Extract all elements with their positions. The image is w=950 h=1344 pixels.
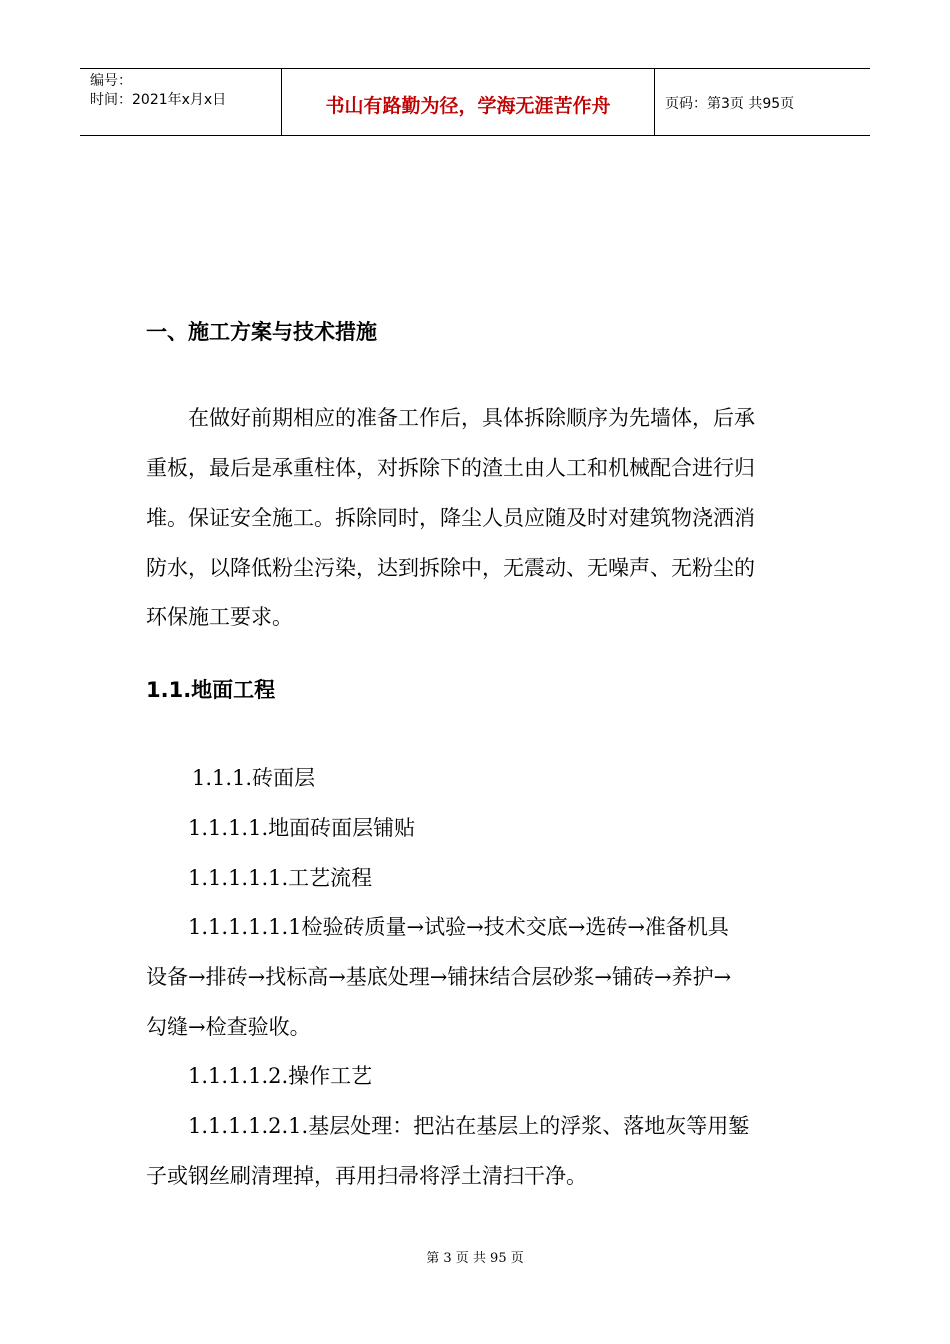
header-left-cell	[80, 69, 281, 135]
outline-item: 1.1.1.1.2.1.基层处理：把沾在基层上的浮浆、落地灰等用錾	[188, 1114, 750, 1138]
header-right-cell	[655, 69, 870, 135]
header-page-info: 页码：第3页 共95页	[665, 96, 795, 112]
paragraph-line: 在做好前期相应的准备工作后，具体拆除顺序为先墙体，后承	[188, 406, 755, 430]
outline-item: 1.1.1.1.1.工艺流程	[188, 866, 373, 890]
paragraph-line: 堆。保证安全施工。拆除同时，降尘人员应随及时对建筑物浇洒消	[146, 506, 755, 530]
paragraph-line: 重板，最后是承重柱体，对拆除下的渣土由人工和机械配合进行归	[146, 456, 755, 480]
document-number-label: 编号：	[90, 73, 132, 89]
subsection-title: 1.1.地面工程	[146, 678, 276, 702]
outline-item: 1.1.1.1.2.操作工艺	[188, 1064, 373, 1088]
header-motto: 书山有路勤为径，学海无涯苦作舟	[325, 95, 611, 117]
outline-item: 勾缝→检查验收。	[146, 1015, 311, 1039]
outline-item: 设备→排砖→找标高→基底处理→铺抹结合层砂浆→铺砖→养护→	[146, 965, 732, 989]
paragraph-line: 环保施工要求。	[146, 605, 293, 629]
section-heading: 一、施工方案与技术措施	[146, 320, 377, 344]
outline-item: 1.1.1.1.1.1检验砖质量→试验→技术交底→选砖→准备机具	[188, 915, 729, 939]
header-middle-cell	[281, 69, 655, 135]
outline-item: 子或钢丝刷清理掉，再用扫帚将浮土清扫干净。	[146, 1164, 587, 1188]
paragraph-line: 防水，以降低粉尘污染，达到拆除中，无震动、无噪声、无粉尘的	[146, 556, 755, 580]
header-table	[80, 68, 870, 136]
document-date: 时间：2021年x月x日	[90, 92, 227, 108]
outline-item: 1.1.1.砖面层	[192, 766, 316, 790]
outline-item: 1.1.1.1.地面砖面层铺贴	[188, 816, 416, 840]
page-footer: 第 3 页 共 95 页	[426, 1251, 524, 1266]
